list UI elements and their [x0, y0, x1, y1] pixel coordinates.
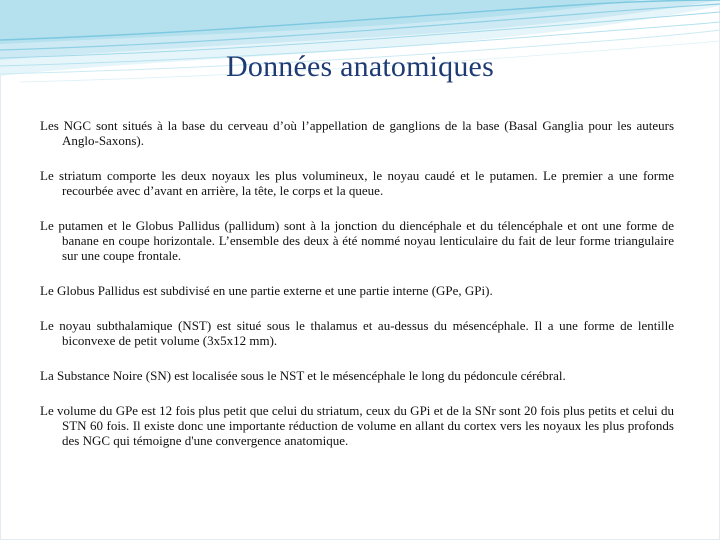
paragraph-putamen-pallidus: Le putamen et le Globus Pallidus (pallidum) sont à la jonction du diencéphale et du télencéphale et ont une forme de banane en coupe horizontale. L’ensemble des deux à été nommé noyau lenticulaire du fait de leur forme triangulaire sur une coupe frontale. — [40, 218, 674, 263]
paragraph-striatum: Le striatum comporte les deux noyaux les plus volumineux, le noyau caudé et le putamen. Le premier a une forme recourbée avec d’avant en arrière, la tête, le corps et la queue. — [40, 168, 674, 198]
paragraph-subthalamic-nucleus: Le noyau subthalamique (NST) est situé sous le thalamus et au-dessus du mésencéphale. Il a une forme de lentille biconvexe de petit volume (3x5x12 mm). — [40, 318, 674, 348]
paragraph-ngc-location: Les NGC sont situés à la base du cerveau d’où l’appellation de ganglions de la base (Basal Ganglia pour les auteurs Anglo-Saxons). — [40, 118, 674, 148]
paragraph-volume-convergence: Le volume du GPe est 12 fois plus petit que celui du striatum, ceux du GPi et de la SNr sont 20 fois plus petits et celui du STN 60 fois. Il existe donc une importante réduction de volume en allant du cortex vers les noyaux les plus profonds des NGC qui témoigne d'une convergence anatomique. — [40, 403, 674, 448]
slide-title: Données anatomiques — [226, 50, 494, 83]
slide-body — [40, 118, 674, 518]
paragraph-globus-pallidus: Le Globus Pallidus est subdivisé en une partie externe et une partie interne (GPe, GPi). — [40, 283, 493, 298]
paragraph-substantia-nigra: La Substance Noire (SN) est localisée sous le NST et le mésencéphale le long du pédoncule cérébral. — [40, 368, 566, 383]
